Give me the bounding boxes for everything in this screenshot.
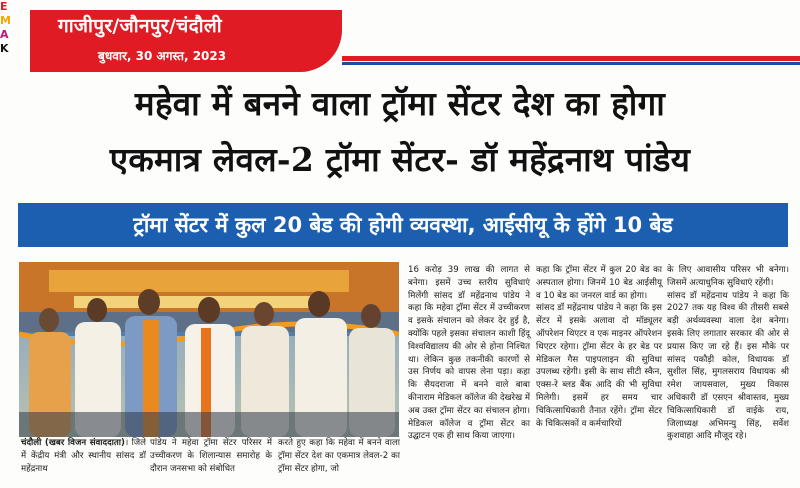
brand-letter: E bbox=[0, 0, 8, 13]
article-column-under-photo-2: करते हुए कहा कि महेवा में बनने वाला ट्रॉमा सेंटर देश का एकमात्र लेवल-2 का ट्रॉमा सेंटर होगा, जो bbox=[278, 438, 400, 474]
brand-letter: A bbox=[0, 28, 9, 41]
photo-caption bbox=[21, 437, 146, 475]
event-photo bbox=[19, 262, 399, 437]
event-photo-illustration bbox=[19, 262, 399, 437]
caption-text: । जिले में केंद्रीय मंत्री और स्थानीय सांसद डॉ महेंद्रनाथ bbox=[21, 438, 146, 474]
headline-line-1: महेवा में बनने वाला ट्रॉमा सेंटर देश का होगा bbox=[134, 84, 666, 123]
article-column-under-photo-1: पांडेय ने महेवा ट्रॉमा सेंटर परिसर में उच्चीकरण के शिलान्यास समारोह के दौरान जनसभा को संबोधित bbox=[150, 438, 272, 474]
article-column-1: 16 करोड़ 39 लाख की लागत से बनेगा। इसमें उच्च स्तरीय सुविधाएं मिलेंगी सांसद डॉ महेंद्रनाथ पांडेय ने कहा कि महेवा ट्रॉमा सेंटर में उच्चीकरण व इसके संचालन को लेकर देर हुई है, क्योंकि पहले इसका संचालन काशी हिंदू विश्वविद्यालय की ओर से होना निश्चित था। लेकिन कुछ तकनीकी कारणों से उस निर्णय को वापस लेना पड़ा। कहा कि सैयदराजा में बनने वाले बाबा कीनाराम मेडिकल कॉलेज की देखरेख में अब उक्त ट्रॉमा सेंटर का संचालन होगा। मेडिकल कॉलेज व ट्रॉमा सेंटर का उद्घाटन एक ही साथ किया जाएगा। bbox=[408, 265, 530, 442]
brand-logo-fragment bbox=[0, 0, 14, 78]
brand-letter: M bbox=[0, 14, 11, 27]
edition-title: गाजीपुर/जौनपुर/चंदौली bbox=[58, 15, 222, 37]
masthead-rule-blue bbox=[342, 62, 800, 65]
masthead-rule-red bbox=[342, 56, 800, 61]
headline-line-2: एकमात्र लेवल-2 ट्रॉमा सेंटर- डॉ महेंद्रनाथ पांडेय bbox=[109, 140, 691, 179]
article-column-2: कहा कि ट्रॉमा सेंटर में कुल 20 बेड का अस्पताल होगा। जिनमें 10 बेड आईसीयू व 10 बेड का जनरल वार्ड का होगा। सांसद डॉ महेंद्रनाथ पांडेय ने कहा कि इस सेंटर में इसके अलावा दो मॉड्यूलर ऑपरेशन थिएटर व एक माइनर ऑपरेशन थिएटर रहेगा। ट्रॉमा सेंटर के हर बेड पर मेडिकल गैस पाइपलाइन की सुविधा उपलब्ध रहेगी। इसी के साथ सीटी स्कैन, एक्स-रे ब्लड बैंक आदि की भी सुविधा मिलेगी। इसमें हर समय चार चिकित्साधिकारी तैनात रहेंगे। ट्रॉमा सेंटर के चिकित्सकों व कर्मचारियों bbox=[536, 265, 662, 429]
publication-date: बुधवार, 30 अगस्त, 2023 bbox=[98, 49, 227, 63]
brand-letter: K bbox=[0, 42, 9, 55]
subheadline-bar: ट्रॉमा सेंटर में कुल 20 बेड की होगी व्यवस्था, आईसीयू के होंगे 10 बेड bbox=[18, 203, 788, 247]
caption-dateline: चंदौली (खबर विजन संवाददाता) bbox=[21, 438, 125, 448]
article-column-3: के लिए आवासीय परिसर भी बनेगा। जिसमें अत्याधुनिक सुविधाएं रहेंगी। सांसद डॉ महेंद्रनाथ पांडेय ने कहा कि 2027 तक यह विश्व की तीसरी सबसे बड़ी अर्थव्यवस्था वाला देश बनेगा। इसके लिए लगातार सरकार की ओर से प्रयास किए जा रहे हैं। इस मौके पर सांसद पकौड़ी कोल, विधायक डॉ सुशील सिंह, मुगलसराय विधायक श्री रमेश जायसवाल, मुख्य विकास अधिकारी डॉ एसएन श्रीवास्तव, मुख्य चिकित्साधिकारी डॉ वाईके राय, जिलाध्यक्ष अभिमन्यु सिंह, सर्वेश कुशवाहा आदि मौजूद रहे। bbox=[667, 265, 789, 442]
